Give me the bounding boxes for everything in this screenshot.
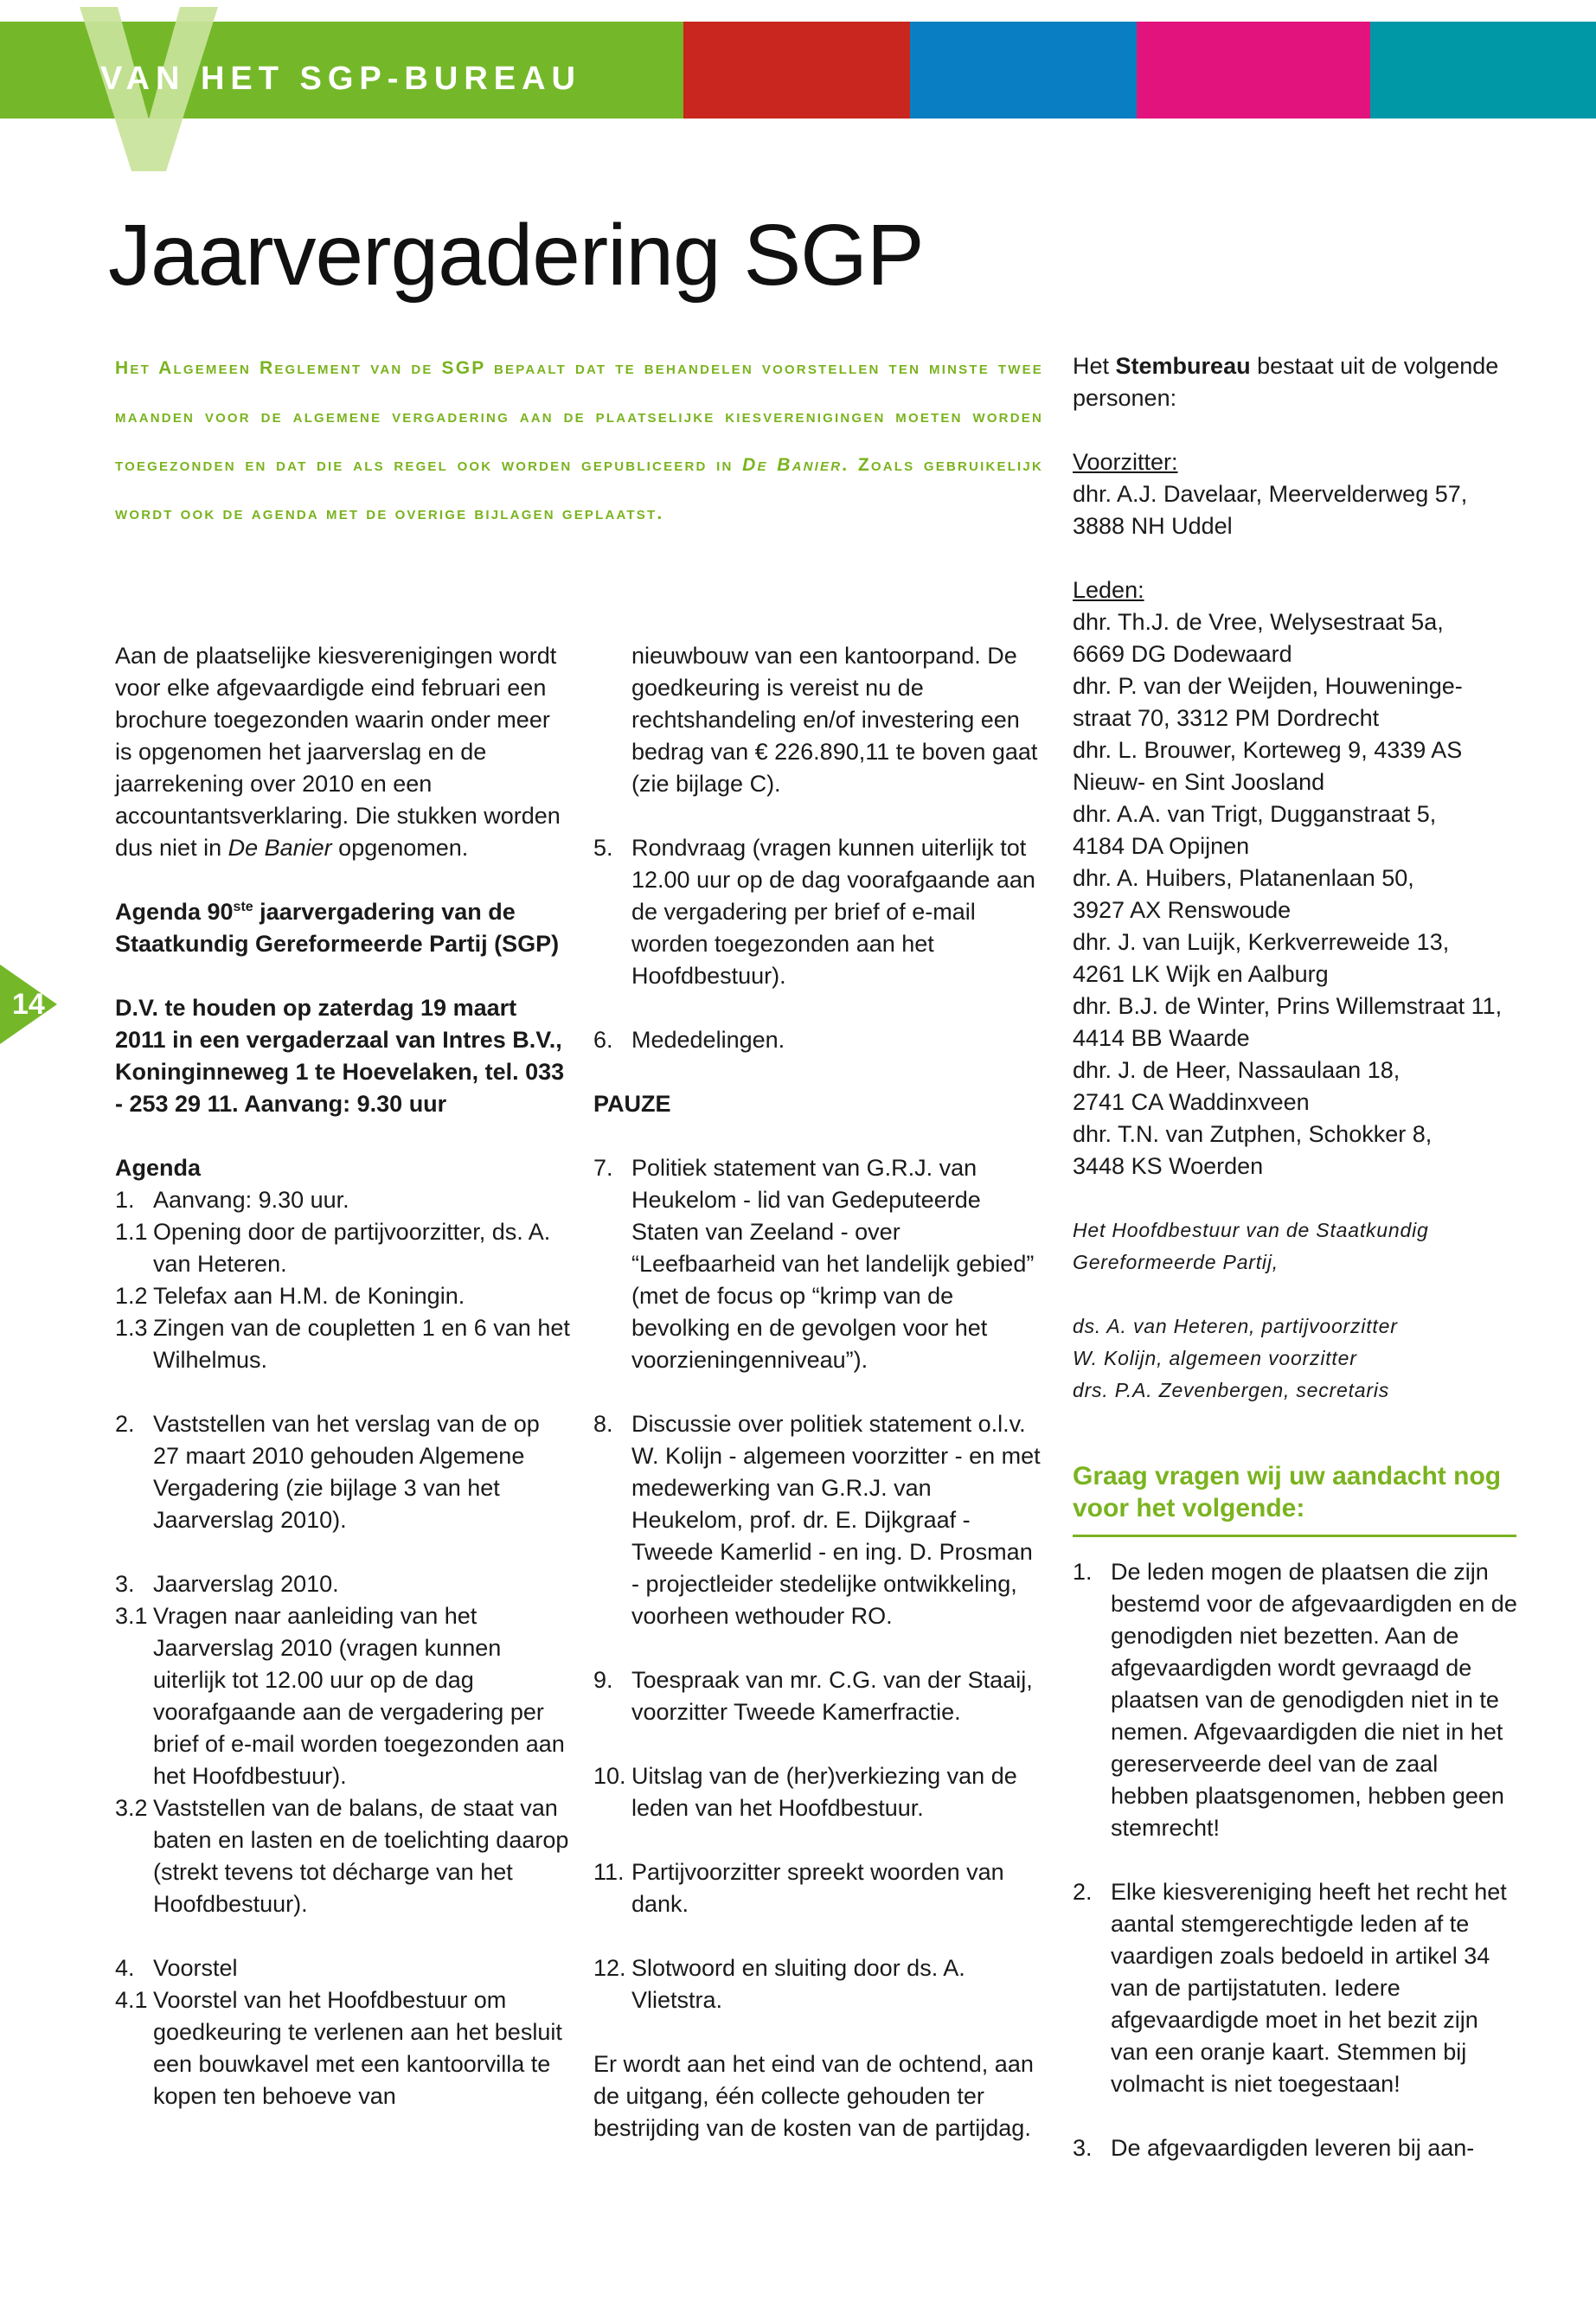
meeting-info: D.V. te houden op zaterdag 19 maart 2011 in een vergaderzaal van Intres B.V., Koninginneweg 1 te Hoevelaken, tel. 033 - 253 29 11. Aanvang: 9.30 uur (115, 995, 565, 1117)
member-line: 4414 BB Waarde (1073, 1025, 1250, 1051)
agenda-item-num: 9. (593, 1667, 613, 1693)
agenda-item (115, 1184, 571, 1216)
intro-text-2: . Zoals gebruikelijk wordt ook de agenda met de overige bijlagen geplaatst. (115, 455, 1043, 523)
agenda-item-text: Politiek statement van G.R.J. van Heukelom - lid van Gedeputeerde Staten van Zeeland - over “Leefbaarheid van het landelijk gebied” (met de focus op “krimp van de bevolking en de gevolgen voor het voorzieningenniveau”). (631, 1155, 1035, 1373)
member-line: 6669 DG Dodewaard (1073, 641, 1292, 667)
stembureau-text-end: bestaat uit de volgende personen: (1073, 353, 1499, 411)
member-line: straat 70, 3312 PM Dordrecht (1073, 705, 1380, 731)
member-line: 3448 KS Woerden (1073, 1153, 1264, 1179)
header-segment-red (683, 22, 910, 119)
chair-line: dhr. A.J. Davelaar, Meervelderweg 57, (1073, 481, 1468, 507)
page-number: 14 (12, 988, 45, 1021)
member-line: 3927 AX Renswoude (1073, 897, 1292, 923)
agenda-item-text: Voorstel (153, 1955, 238, 1981)
member-line: 4184 DA Opijnen (1073, 833, 1250, 859)
header-segment-blue (910, 22, 1137, 119)
opening-text: Aan de plaatselijke kiesverenigingen wordt voor elke afgevaardigde eind februari een brochure toegezonden waarin onder meer is opgenomen het jaarverslag en de jaarrekening over 2010 en een accountantsverklaring. Die stukken worden dus niet in (115, 643, 561, 861)
agenda-list-col1 (115, 1184, 571, 2112)
signatory: drs. P.A. Zevenbergen, secretaris (1073, 1379, 1390, 1401)
closing-paragraph: Er wordt aan het eind van de ochtend, aan de uitgang, één collecte gehouden ter bestrijding van de kosten van de partijdag. (593, 2051, 1034, 2141)
agenda-item-num: 3. (115, 1571, 135, 1597)
agenda-item (115, 1792, 571, 1920)
attention-item-num: 1. (1073, 1559, 1093, 1585)
stembureau-bold: Stembureau (1115, 353, 1251, 379)
attention-item (1073, 1556, 1518, 1844)
chair-line: 3888 NH Uddel (1073, 513, 1233, 539)
attention-heading: Graag vragen wij uw aandacht nog voor het volgende: (1073, 1462, 1502, 1522)
member-line: dhr. A.A. van Trigt, Dugganstraat 5, (1073, 801, 1437, 827)
member-line: 2741 CA Waddinxveen (1073, 1089, 1310, 1115)
agenda-item-num: 1. (115, 1187, 135, 1213)
members-list (1073, 606, 1518, 1183)
intro-lead (115, 344, 1043, 538)
member-line: Nieuw- en Sint Joosland (1073, 769, 1325, 795)
heading-divider (1073, 1535, 1516, 1537)
opening-text-end: opgenomen. (331, 835, 469, 861)
agenda-item-num: 12. (593, 1955, 626, 1981)
agenda-item-num: 6. (593, 1027, 613, 1053)
attention-item-num: 3. (1073, 2135, 1093, 2161)
agenda-heading-sup: ste (233, 900, 253, 914)
agenda-item-text: Voorstel van het Hoofdbestuur om goedkeuring te verlenen aan het besluit een bouwkavel met een kantoorvilla te kopen ten behoeve van (153, 1987, 562, 2109)
agenda-heading-text-end: jaarvergadering van de Staatkundig Gereformeerde Partij (SGP) (115, 899, 560, 957)
agenda-item-num: 1.1 (115, 1219, 148, 1245)
member-line: dhr. A. Huibers, Platanenlaan 50, (1073, 865, 1414, 891)
agenda-item (593, 1024, 1043, 1056)
page-title: Jaarvergadering SGP (108, 207, 924, 304)
agenda-item-text: Vaststellen van de balans, de staat van baten en lasten en de toelichting daarop (strekt tevens tot décharge van het Hoofdbestuur). (153, 1795, 569, 1917)
agenda-item-text: Vaststellen van het verslag van de op 27 maart 2010 gehouden Algemene Vergadering (zie bijlage 3 van het Jaarverslag 2010). (153, 1411, 540, 1533)
agenda-item (593, 1856, 1043, 1920)
agenda-item-text: Jaarverslag 2010. (153, 1571, 339, 1597)
agenda-item-num: 1.2 (115, 1283, 148, 1309)
header-segment-teal (1370, 22, 1596, 119)
intro-banier: De Banier (742, 455, 843, 475)
agenda-heading (115, 896, 571, 960)
agenda-item (593, 832, 1043, 992)
signatory: W. Kolijn, algemeen voorzitter (1073, 1347, 1357, 1369)
agenda-item (115, 1312, 571, 1376)
agenda-item-text: Rondvraag (vragen kunnen uiterlijk tot 12.00 uur op de dag voorafgaande aan de vergadering per brief of e-mail worden toegezonden aan het Hoofdbestuur). (631, 835, 1035, 989)
agenda-item-num: 5. (593, 835, 613, 861)
attention-item-text: Elke kiesvereniging heeft het recht het aantal stemgerechtigde leden af te vaardigen zoals bedoeld in artikel 34 van de partijstatuten. Iedere afgevaardigde moet in het bezit zijn van een oranje kaart. Stemmen bij volmacht is niet toegestaan! (1111, 1879, 1507, 2097)
attention-item-text: De leden mogen de plaatsen die zijn bestemd voor de afgevaardigden en de genodigden niet bezetten. Aan de afgevaardigden wordt gevraagd de plaatsen van de genodigden niet in te nemen. Afgevaardigden die niet in het gereserveerde deel van de zaal hebben plaatsgenomen, hebben geen stemrecht! (1111, 1559, 1517, 1841)
agenda-item (115, 1280, 571, 1312)
agenda-item-text: Discussie over politiek statement o.l.v. W. Kolijn - algemeen voorzitter - en met medewerking van G.R.J. van Heukelom, prof. dr. E. Dijkgraaf - Tweede Kamerlid - en ing. D. Prosman - projectleider stedelijke ontwikkeling, voorheen wethouder RO. (631, 1411, 1041, 1629)
signatory: ds. A. van Heteren, partijvoorzitter (1073, 1315, 1398, 1337)
stembureau-intro (1073, 350, 1518, 414)
column-1 (115, 640, 571, 2112)
continuation-text: nieuwbouw van een kantoorpand. De goedkeuring is vereist nu de rechtshandeling en/of investering een bedrag van € 226.890,11 te boven gaat (zie bijlage C). (631, 643, 1038, 797)
section-label: VAN HET SGP-BUREAU (100, 61, 581, 97)
chair-label: Voorzitter: (1073, 449, 1178, 475)
intro-text-1: Het Algemeen Reglement van de SGP bepaalt dat te behandelen voorstellen ten minste twee maanden voor de algemene vergadering aan de plaatselijke kiesverenigingen moeten worden toegezonden en dat die als regel ook worden gepubliceerd in (115, 358, 1043, 475)
attention-item-text: De afgevaardigden leveren bij aan- (1111, 2135, 1475, 2161)
agenda-item (115, 1216, 571, 1280)
signoff-line: Gereformeerde Partij, (1073, 1251, 1279, 1273)
agenda-item (593, 1152, 1043, 1376)
member-line: dhr. B.J. de Winter, Prins Willemstraat 11, (1073, 993, 1503, 1019)
agenda-item (115, 1952, 571, 1984)
attention-item (1073, 2132, 1518, 2164)
agenda-item-num: 3.1 (115, 1603, 148, 1629)
agenda-item-num: 8. (593, 1411, 613, 1437)
member-line: dhr. L. Brouwer, Korteweg 9, 4339 AS (1073, 737, 1463, 763)
agenda-item-num: 1.3 (115, 1315, 148, 1341)
signoff-line: Het Hoofdbestuur van de Staatkundig (1073, 1219, 1429, 1241)
agenda-item (115, 1600, 571, 1792)
pauze-label: PAUZE (593, 1091, 671, 1117)
agenda-item (115, 1568, 571, 1600)
member-line: 4261 LK Wijk en Aalburg (1073, 961, 1329, 987)
agenda-item (593, 1408, 1043, 1632)
agenda-item-text: Aanvang: 9.30 uur. (153, 1187, 349, 1213)
agenda-heading-text: Agenda 90 (115, 899, 234, 925)
member-line: dhr. J. de Heer, Nassaulaan 18, (1073, 1057, 1401, 1083)
header-segment-magenta (1137, 22, 1370, 119)
agenda-item-text: Slotwoord en sluiting door ds. A. Vlietstra. (631, 1955, 965, 2013)
agenda-item-text: Partijvoorzitter spreekt woorden van dank. (631, 1859, 1004, 1917)
members-label: Leden: (1073, 577, 1144, 603)
agenda-item-text: Telefax aan H.M. de Koningin. (153, 1283, 465, 1309)
agenda-item-num: 4. (115, 1955, 135, 1981)
agenda-item (593, 1664, 1043, 1728)
member-line: dhr. P. van der Weijden, Houweninge- (1073, 673, 1463, 699)
agenda-item-num: 2. (115, 1411, 135, 1437)
column-3 (1073, 350, 1518, 2164)
agenda-item-num: 3.2 (115, 1795, 148, 1821)
agenda-item-num: 10. (593, 1763, 626, 1789)
agenda-item (593, 1952, 1043, 2016)
agenda-item-text: Uitslag van de (her)verkiezing van de leden van het Hoofdbestuur. (631, 1763, 1017, 1821)
agenda-item-text: Vragen naar aanleiding van het Jaarverslag 2010 (vragen kunnen uiterlijk tot 12.00 uur op de dag voorafgaande aan de vergadering per brief of e-mail worden toegezonden aan het Hoofdbestuur). (153, 1603, 565, 1789)
agenda-item-num: 11. (593, 1859, 625, 1885)
agenda-item-continuation (593, 640, 1043, 800)
member-line: dhr. Th.J. de Vree, Welysestraat 5a, (1073, 609, 1444, 635)
agenda-label: Agenda (115, 1155, 202, 1181)
agenda-item-num: 4.1 (115, 1987, 148, 2013)
stembureau-text: Het (1073, 353, 1116, 379)
agenda-item-text: Zingen van de coupletten 1 en 6 van het Wilhelmus. (153, 1315, 570, 1373)
agenda-item (593, 1760, 1043, 1824)
agenda-item-text: Toespraak van mr. C.G. van der Staaij, voorzitter Tweede Kamerfractie. (631, 1667, 1033, 1725)
agenda-item-text: Opening door de partijvoorzitter, ds. A. van Heteren. (153, 1219, 551, 1277)
agenda-item-num: 7. (593, 1155, 613, 1181)
attention-item-num: 2. (1073, 1879, 1093, 1905)
agenda-item (115, 1984, 571, 2112)
member-line: dhr. J. van Luijk, Kerkverreweide 13, (1073, 929, 1450, 955)
attention-item (1073, 1876, 1518, 2100)
agenda-item-text: Mededelingen. (631, 1027, 785, 1053)
column-2 (593, 640, 1043, 2144)
opening-banier: De Banier (228, 835, 332, 861)
opening-paragraph (115, 640, 571, 864)
agenda-item (115, 1408, 571, 1536)
member-line: dhr. T.N. van Zutphen, Schokker 8, (1073, 1121, 1433, 1147)
